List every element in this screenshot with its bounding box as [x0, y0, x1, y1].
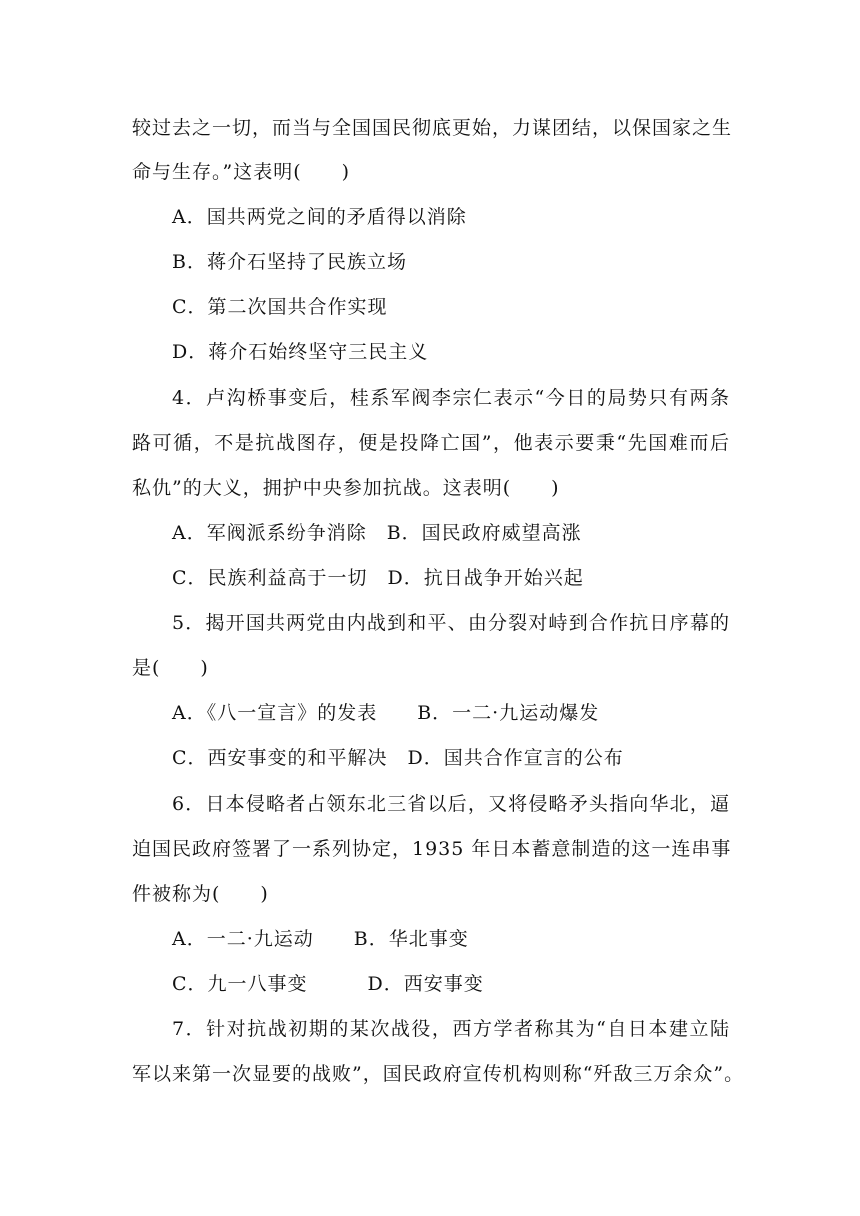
option-row: A．《八一宣言》的发表 B．一二·九运动爆发 [172, 702, 600, 724]
option-row: C．民族利益高于一切 D．抗日战争开始兴起 [172, 567, 584, 589]
option-d: D．蒋介石始终坚守三民主义 [172, 341, 429, 363]
option-c: C．第二次国共合作实现 [172, 296, 388, 318]
text-line: 迫国民政府签署了一系列协定，1935 年日本蓄意制造的这一连串事 [132, 838, 732, 860]
option-row: C．西安事变的和平解决 D．国共合作宣言的公布 [172, 747, 624, 769]
text-line: 较过去之一切，而当与全国国民彻底更始，力谋团结，以保国家之生 [132, 117, 733, 139]
text-line: 路可循，不是抗战图存，便是投降亡国”，他表示要秉“先国难而后 [132, 432, 730, 454]
option-b: B．蒋介石坚持了民族立场 [172, 251, 407, 273]
option-row: A．军阀派系纷争消除 B．国民政府威望高涨 [172, 522, 582, 544]
option-row: C．九一八事变 D．西安事变 [172, 973, 484, 995]
text-line: 私仇”的大义，拥护中央参加抗战。这表明( ) [132, 477, 560, 499]
question-4-stem: 4．卢沟桥事变后，桂系军阀李宗仁表示“今日的局势只有两条 [172, 387, 730, 409]
text-line: 命与生存。”这表明( ) [132, 161, 351, 183]
text-line: 件被称为( ) [132, 883, 269, 905]
text-line: 军以来第一次显要的战败”，国民政府宣传机构则称“歼敌三万余众”。 [132, 1063, 745, 1085]
text-line: 是( ) [132, 657, 209, 679]
question-6-stem: 6．日本侵略者占领东北三省以后，又将侵略矛头指向华北，逼 [172, 793, 730, 815]
option-row: A．一二·九运动 B．华北事变 [172, 928, 469, 950]
option-a: A．国共两党之间的矛盾得以消除 [172, 206, 467, 228]
question-5-stem: 5．揭开国共两党由内战到和平、由分裂对峙到合作抗日序幕的 [172, 612, 730, 634]
question-7-stem: 7．针对抗战初期的某次战役，西方学者称其为“自日本建立陆 [172, 1018, 730, 1040]
